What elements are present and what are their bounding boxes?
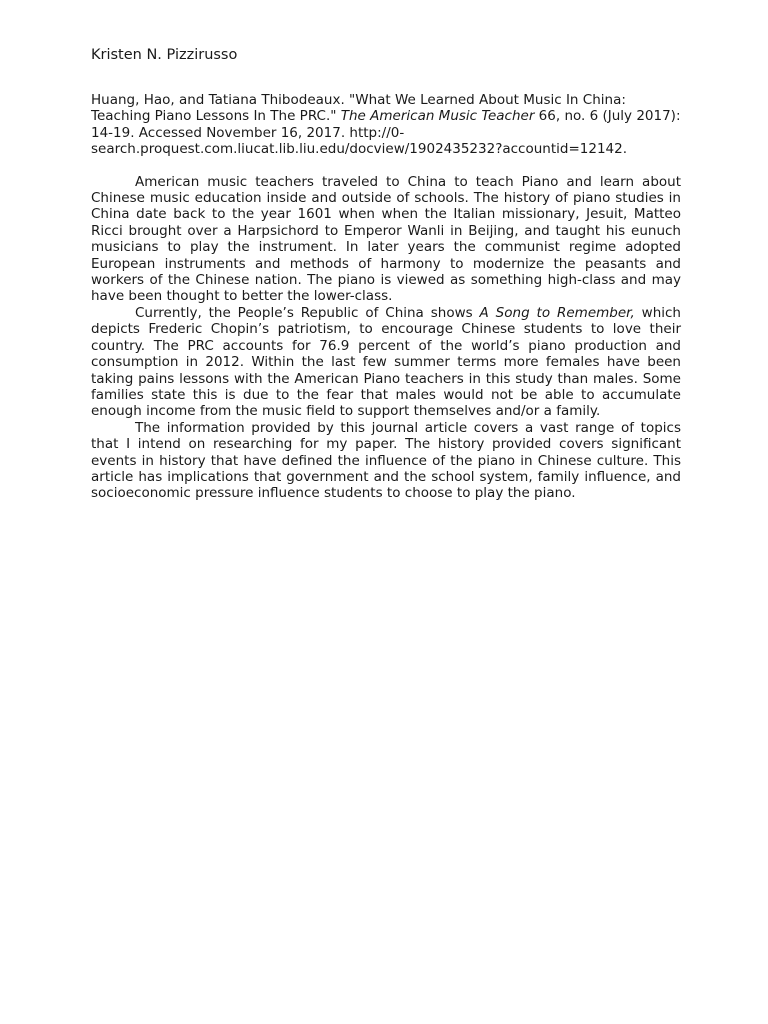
paragraph-2	[91, 305, 681, 420]
paragraph-2-text-before-title: Currently, the People’s Republic of China shows	[135, 304, 480, 321]
citation-text-after-title: 66, no. 6 (July 2017): 14-19. Accessed November 16, 2017. http://0-search.proquest.com.liucat.lib.liu.edu/docview/1902435232?accountid=12142.	[91, 108, 681, 158]
paragraph-1: American music teachers traveled to China to teach Piano and learn about Chinese music education inside and outside of schools. The history of piano studies in China date back to the year 1601 when when the Italian missionary, Jesuit, Matteo Ricci brought over a Harpsichord to Emperor Wanli in Beijing, and taught his eunuch musicians to play the instrument. In later years the communist regime adopted European instruments and methods of harmony to modernize the peasants and workers of the Chinese nation. The piano is viewed as something high-class and may have been thought to better the lower-class.	[91, 173, 681, 305]
author-name: Kristen N. Pizzirusso	[91, 47, 238, 63]
paragraph-3: The information provided by this journal article covers a vast range of topics that I intend on researching for my paper. The history provided covers significant events in history that have defined the influence of the piano in Chinese culture. This article has implications that government and the school system, family influence, and socioeconomic pressure influence students to choose to play the piano.	[91, 419, 681, 502]
citation	[91, 92, 681, 158]
film-title: A Song to Remember,	[479, 304, 635, 321]
citation-text-before-title: Huang, Hao, and Tatiana Thibodeaux. "What We Learned About Music In China: Teaching Piano Lessons In The PRC."	[91, 92, 626, 125]
paragraph-2-text-after-title: which depicts Frederic Chopin’s patriotism, to encourage Chinese students to love their country. The PRC accounts for 76.9 percent of the world’s piano production and consumption in 2012. Within the last few summer terms more females have been taking pains lessons with the American Piano teachers in this study than males. Some families state this is due to the fear that males would not be able to accumulate enough income from the music field to support themselves and/or a family.	[91, 304, 681, 420]
citation-journal-title: The American Music Teacher	[340, 108, 535, 125]
document-body	[91, 44, 681, 502]
